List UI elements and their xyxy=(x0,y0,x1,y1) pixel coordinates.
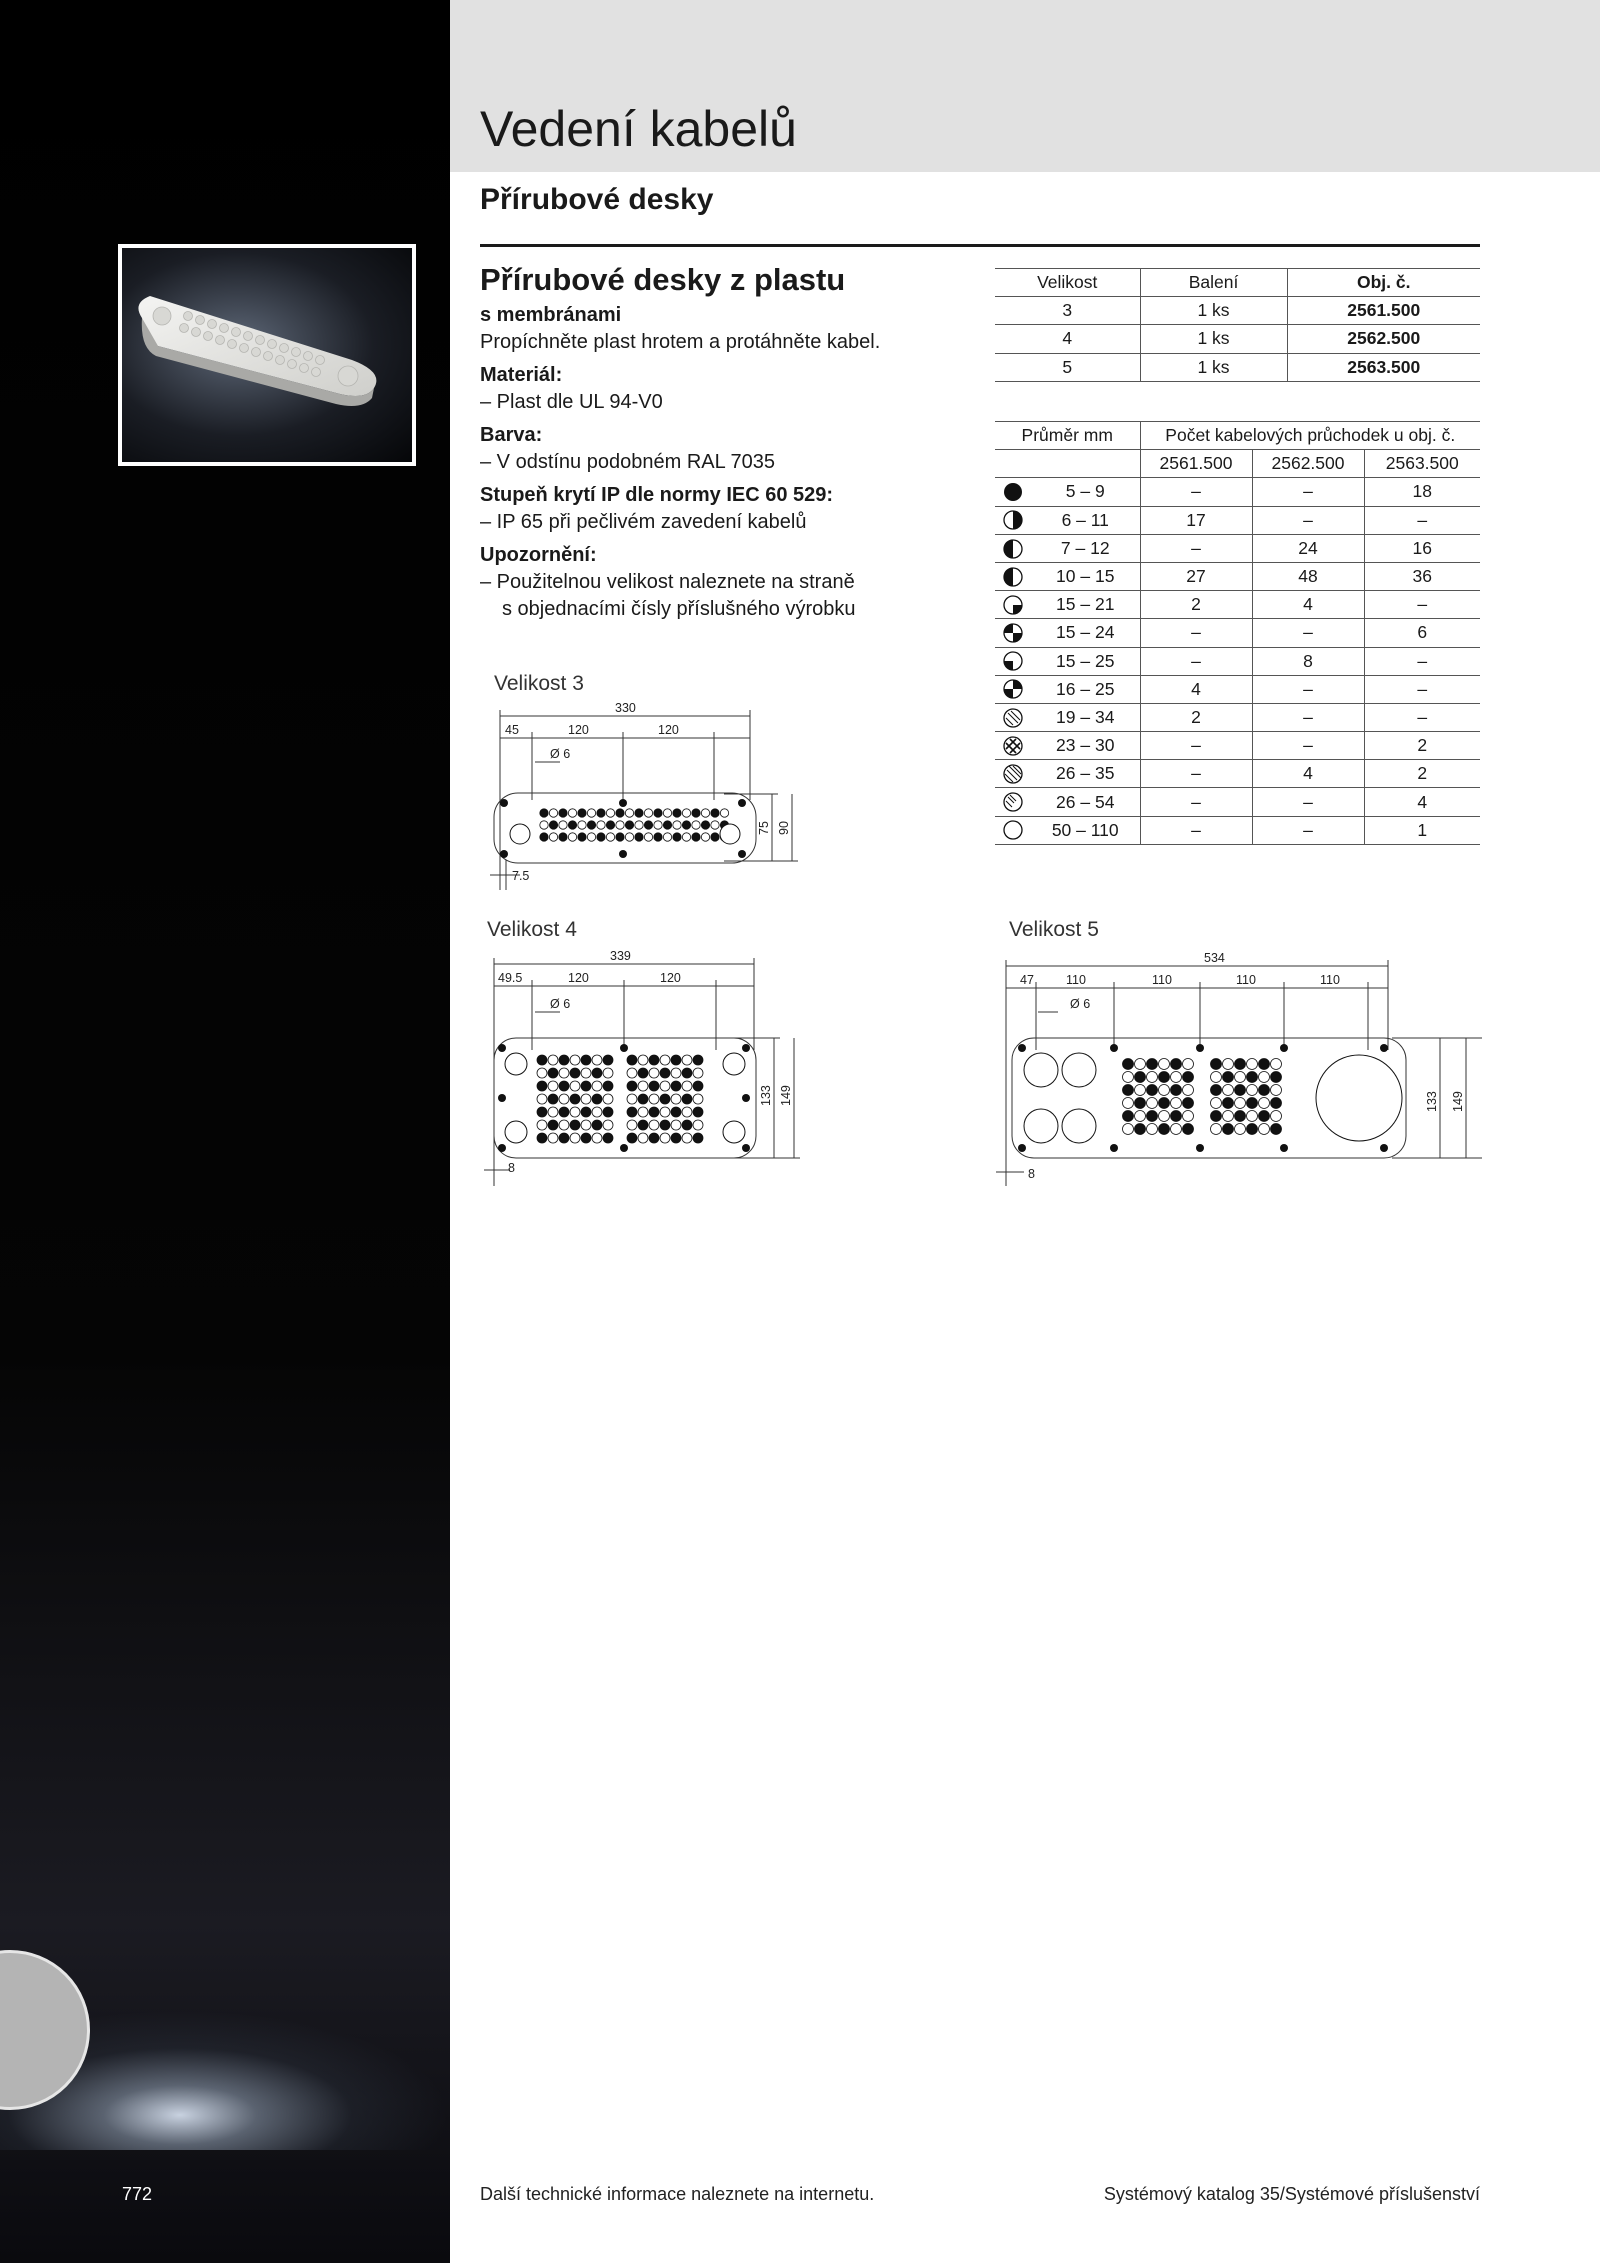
cell-count: – xyxy=(1140,732,1252,760)
drawing-size-5 xyxy=(992,946,1482,1191)
header-diameter: Průměr mm xyxy=(995,422,1140,450)
dim-d2: 120 xyxy=(568,971,589,985)
dim-hole: Ø 6 xyxy=(550,997,571,1011)
cell-count: 16 xyxy=(1364,534,1480,562)
dim-d3: 110 xyxy=(1152,973,1172,987)
dim-h1: 133 xyxy=(1425,1091,1439,1112)
cell-diameter: 16 – 25 xyxy=(1031,675,1140,703)
dim-d5: 110 xyxy=(1320,973,1340,987)
order-table-header xyxy=(995,269,1480,297)
part-number: 2563.500 xyxy=(1364,450,1480,478)
cell-count: 17 xyxy=(1140,506,1252,534)
cell-count: 27 xyxy=(1140,562,1252,590)
opposite-quarters-circle-icon xyxy=(1002,622,1024,642)
cell-diameter: 26 – 54 xyxy=(1031,788,1140,816)
dim-d4: 110 xyxy=(1236,973,1256,987)
cell-pack: 1 ks xyxy=(1140,353,1287,381)
hatched-quarter-circle-icon xyxy=(1002,791,1024,811)
entries-header xyxy=(995,422,1480,450)
three-quarter-circle-icon xyxy=(1002,565,1024,585)
dim-d1: 47 xyxy=(1020,973,1034,987)
entries-subheader xyxy=(995,450,1480,478)
cell-count: – xyxy=(1364,506,1480,534)
lower-left-quarter-circle-icon xyxy=(1002,650,1024,670)
header-order-no: Obj. č. xyxy=(1287,269,1480,297)
half-black-left-circle-icon xyxy=(1002,537,1024,557)
product-tagline: s membránami xyxy=(480,304,622,326)
cell-diameter: 23 – 30 xyxy=(1031,732,1140,760)
note-line-1: – Použitelnou velikost naleznete na straně xyxy=(480,571,855,593)
note-label: Upozornění: xyxy=(480,544,597,566)
cell-count: – xyxy=(1140,760,1252,788)
cell-count: – xyxy=(1140,534,1252,562)
title-rule xyxy=(480,244,1480,247)
dim-edge: 8 xyxy=(1028,1167,1035,1181)
cell-pack: 1 ks xyxy=(1140,325,1287,353)
product-photo xyxy=(118,244,416,466)
dim-h2: 149 xyxy=(1451,1091,1465,1112)
empty-circle-icon xyxy=(1002,819,1024,839)
product-description xyxy=(480,302,980,623)
note-line-2: s objednacími čísly příslušného výrobku xyxy=(502,598,856,620)
cell-pack: 1 ks xyxy=(1140,297,1287,325)
table-row xyxy=(995,562,1480,590)
dim-h2: 149 xyxy=(779,1085,793,1106)
cell-count: – xyxy=(1252,478,1364,506)
footer-left: Další technické informace naleznete na internetu. xyxy=(480,2184,875,2204)
page-title: Vedení kabelů xyxy=(480,101,797,157)
cell-size: 3 xyxy=(995,297,1140,325)
cell-order-no: 2563.500 xyxy=(1287,353,1480,381)
quarter-circle-icon xyxy=(1002,594,1024,614)
dim-total: 339 xyxy=(610,949,631,963)
cell-count: 8 xyxy=(1252,647,1364,675)
color-value: – V odstínu podobném RAL 7035 xyxy=(480,451,776,473)
cell-count: 4 xyxy=(1252,591,1364,619)
dim-h1: 133 xyxy=(759,1085,773,1106)
table-row xyxy=(995,732,1480,760)
label-size-3: Velikost 3 xyxy=(494,672,584,695)
cell-count: 2 xyxy=(1364,760,1480,788)
dim-d2: 120 xyxy=(568,723,589,737)
cell-count: 6 xyxy=(1364,619,1480,647)
table-row xyxy=(995,760,1480,788)
table-row xyxy=(995,297,1480,325)
footer-right: Systémový katalog 35/Systémové příslušenství xyxy=(1103,2184,1480,2204)
table-row xyxy=(995,675,1480,703)
hatched-circle-icon xyxy=(1002,763,1024,783)
table-row xyxy=(995,506,1480,534)
crosshatched-circle-icon xyxy=(1002,734,1024,754)
cell-count: – xyxy=(1364,647,1480,675)
left-quarters-circle-icon xyxy=(1002,678,1024,698)
cell-count: 4 xyxy=(1140,675,1252,703)
cell-count: 4 xyxy=(1252,760,1364,788)
dim-d1: 49.5 xyxy=(498,971,523,985)
cell-count: – xyxy=(1140,647,1252,675)
cell-count: – xyxy=(1140,788,1252,816)
table-row xyxy=(995,703,1480,731)
cell-count: – xyxy=(1252,788,1364,816)
product-intro: Propíchněte plast hrotem a protáhněte kabel. xyxy=(480,331,881,353)
cell-count: 24 xyxy=(1252,534,1364,562)
cell-count: – xyxy=(1252,732,1364,760)
dim-edge: 8 xyxy=(508,1161,515,1175)
cell-order-no: 2562.500 xyxy=(1287,325,1480,353)
drawing-size-3 xyxy=(480,700,820,895)
dim-hole: Ø 6 xyxy=(550,747,571,761)
dim-d2: 110 xyxy=(1066,973,1086,987)
cell-count: – xyxy=(1252,703,1364,731)
flange-plate-image xyxy=(122,248,412,462)
cell-count: – xyxy=(1140,478,1252,506)
table-row xyxy=(995,353,1480,381)
cell-count: – xyxy=(1252,619,1364,647)
table-row xyxy=(995,619,1480,647)
cell-diameter: 15 – 24 xyxy=(1031,619,1140,647)
half-black-circle-icon xyxy=(1002,509,1024,529)
cell-count: 1 xyxy=(1364,816,1480,844)
cell-order-no: 2561.500 xyxy=(1287,297,1480,325)
cell-size: 5 xyxy=(995,353,1140,381)
ip-label: Stupeň krytí IP dle normy IEC 60 529: xyxy=(480,484,834,506)
dim-d3: 120 xyxy=(658,723,679,737)
table-row xyxy=(995,647,1480,675)
cell-count: 2 xyxy=(1140,703,1252,731)
ip-value: – IP 65 při pečlivém zavedení kabelů xyxy=(480,511,807,533)
table-row xyxy=(995,534,1480,562)
header-size: Velikost xyxy=(995,269,1140,297)
dim-h1: 75 xyxy=(757,821,771,835)
table-row xyxy=(995,478,1480,506)
cell-count: – xyxy=(1364,703,1480,731)
cell-count: – xyxy=(1252,506,1364,534)
page-number: 772 xyxy=(122,2184,153,2204)
cable-entries-table xyxy=(995,421,1480,845)
product-heading: Přírubové desky z plastu xyxy=(480,262,846,297)
cell-count: 2 xyxy=(1364,732,1480,760)
cell-count: – xyxy=(1140,816,1252,844)
page-subtitle: Přírubové desky xyxy=(480,183,714,216)
header-count: Počet kabelových průchodek u obj. č. xyxy=(1140,422,1480,450)
hatched-half-circle-icon xyxy=(1002,706,1024,726)
cell-diameter: 19 – 34 xyxy=(1031,703,1140,731)
color-label: Barva: xyxy=(480,424,543,446)
cell-count: – xyxy=(1364,675,1480,703)
dim-total: 330 xyxy=(615,701,636,715)
table-row xyxy=(995,591,1480,619)
cell-size: 4 xyxy=(995,325,1140,353)
cell-count: 18 xyxy=(1364,478,1480,506)
cell-diameter: 7 – 12 xyxy=(1031,534,1140,562)
dim-d1: 45 xyxy=(505,723,519,737)
cell-diameter: 15 – 25 xyxy=(1031,647,1140,675)
cell-diameter: 6 – 11 xyxy=(1031,506,1140,534)
cell-count: – xyxy=(1252,816,1364,844)
dim-d3: 120 xyxy=(660,971,681,985)
cell-diameter: 10 – 15 xyxy=(1031,562,1140,590)
material-label: Materiál: xyxy=(480,364,563,386)
order-table xyxy=(995,268,1480,382)
header-pack: Balení xyxy=(1140,269,1287,297)
cell-count: 4 xyxy=(1364,788,1480,816)
drawing-size-4 xyxy=(480,946,820,1191)
dim-edge: 7.5 xyxy=(512,869,530,883)
part-number: 2561.500 xyxy=(1140,450,1252,478)
cell-diameter: 5 – 9 xyxy=(1031,478,1140,506)
cell-diameter: 50 – 110 xyxy=(1031,816,1140,844)
label-size-5: Velikost 5 xyxy=(1009,918,1099,941)
cell-diameter: 26 – 35 xyxy=(1031,760,1140,788)
dim-h2: 90 xyxy=(777,821,791,835)
cell-count: – xyxy=(1252,675,1364,703)
table-row xyxy=(995,325,1480,353)
part-number: 2562.500 xyxy=(1252,450,1364,478)
material-value: – Plast dle UL 94-V0 xyxy=(480,391,663,413)
dim-hole: Ø 6 xyxy=(1070,997,1091,1011)
label-size-4: Velikost 4 xyxy=(487,918,577,941)
cell-count: 48 xyxy=(1252,562,1364,590)
full-black-circle-icon xyxy=(1002,481,1024,501)
cell-count: 2 xyxy=(1140,591,1252,619)
cell-count: – xyxy=(1140,619,1252,647)
table-row xyxy=(995,816,1480,844)
dim-total: 534 xyxy=(1204,951,1225,965)
cell-count: 36 xyxy=(1364,562,1480,590)
cell-diameter: 15 – 21 xyxy=(1031,591,1140,619)
table-row xyxy=(995,788,1480,816)
cell-count: – xyxy=(1364,591,1480,619)
